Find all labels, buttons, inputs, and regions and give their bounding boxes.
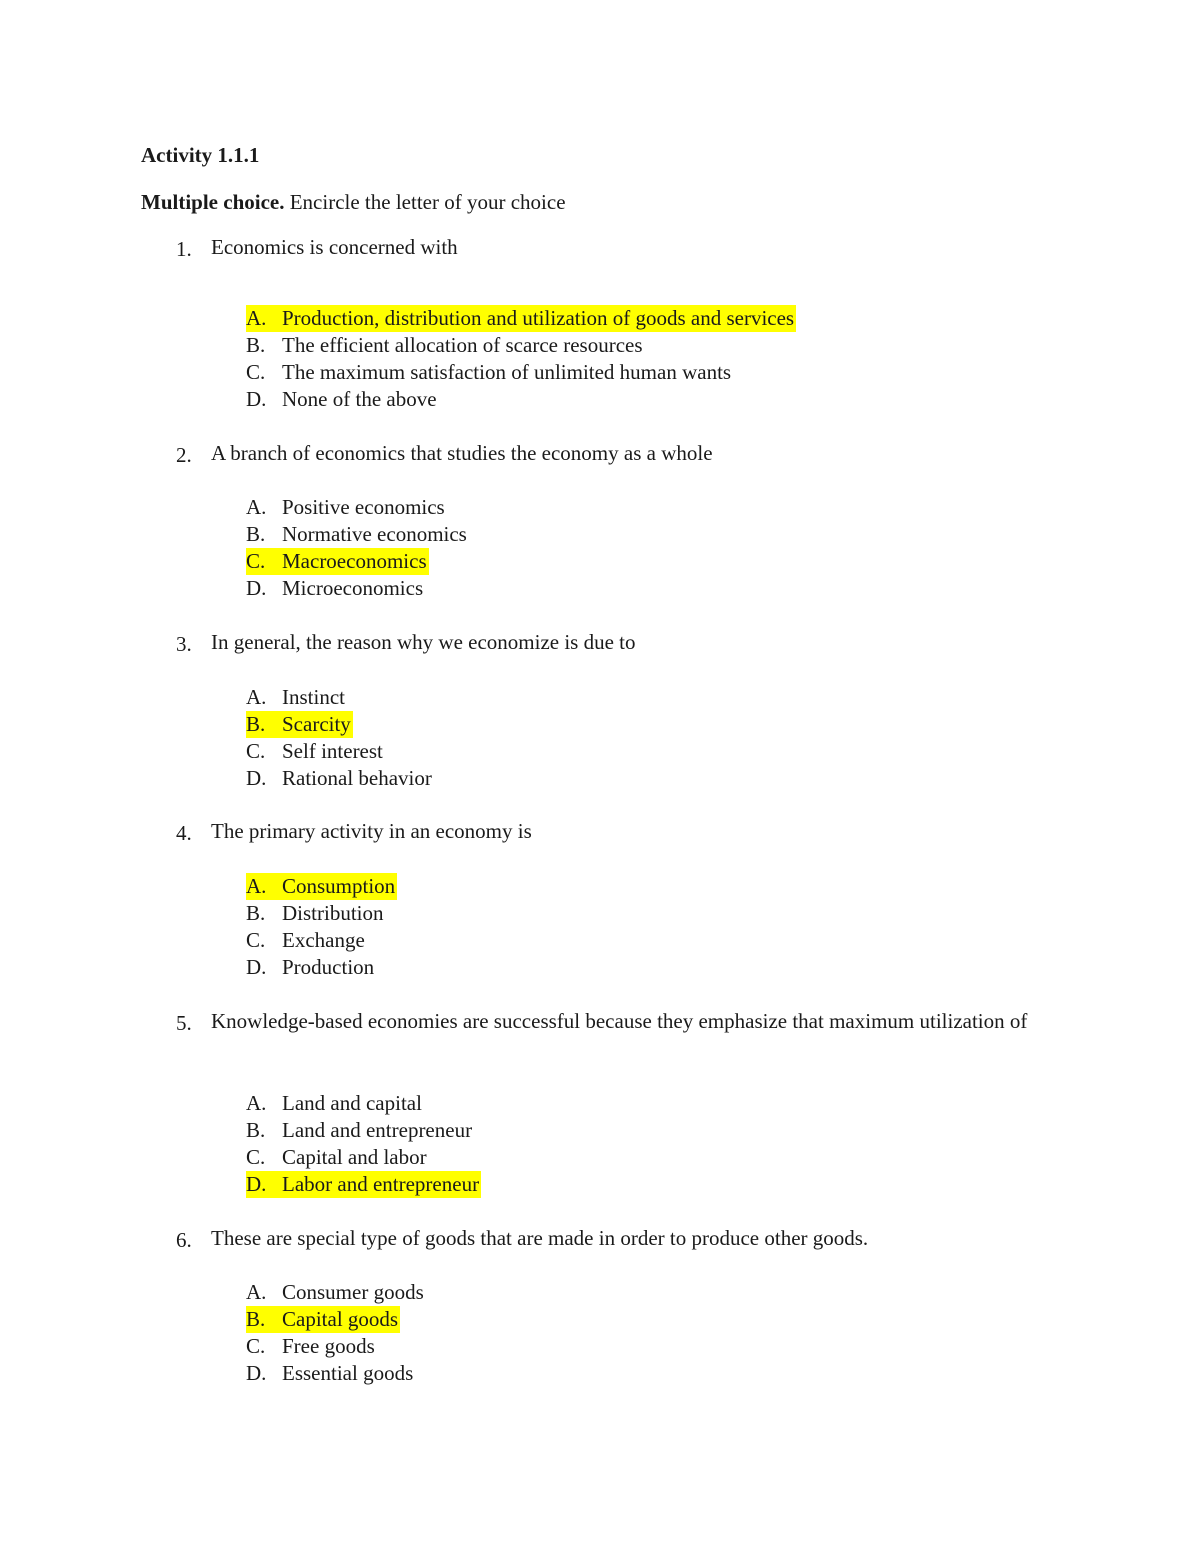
option-letter: A. [246,685,267,709]
option-letter: C. [246,1145,266,1169]
option [246,1090,422,1117]
option-text: Exchange [282,928,365,952]
option [246,900,384,927]
option [246,711,353,738]
option-letter: B. [246,522,266,546]
question-text: Knowledge-based economies are successful because they emphasize that maximum utilization of [211,1009,1028,1033]
option-letter: D. [246,387,267,411]
option-letter: C. [246,1334,266,1358]
instruction-text: Encircle the letter of your choice [284,190,566,214]
option [246,1279,424,1306]
question-text: Economics is concerned with [211,235,458,259]
question-number: 1. [176,237,192,261]
option-text: The maximum satisfaction of unlimited human wants [282,360,732,384]
question-text: These are special type of goods that are made in order to produce other goods. [211,1226,869,1250]
option-text: Free goods [282,1334,375,1358]
question-number: 6. [176,1228,192,1252]
option-letter: B. [246,333,266,357]
option-text: Self interest [282,739,383,763]
option [246,359,731,386]
option-letter: D. [246,1361,267,1385]
option-letter: D. [246,576,267,600]
option-letter: C. [246,928,266,952]
option-letter: A. [246,306,267,330]
option-letter: B. [246,712,266,736]
option-text: Macroeconomics [282,549,427,573]
option-letter: C. [246,360,266,384]
instruction-line [141,190,566,215]
option-text: Distribution [282,901,384,925]
option [246,1117,472,1144]
option-letter: D. [246,766,267,790]
option-letter: A. [246,1091,267,1115]
option [246,332,643,359]
option-letter: A. [246,495,267,519]
option-text: Scarcity [282,712,351,736]
question-text: A branch of economics that studies the economy as a whole [211,441,713,465]
option [246,765,432,792]
option [246,873,397,900]
option-text: Production [282,955,375,979]
option-text: Labor and entrepreneur [282,1172,480,1196]
option-letter: A. [246,1280,267,1304]
option-text: Land and entrepreneur [282,1118,473,1142]
question-text: In general, the reason why we economize is due to [211,630,636,654]
option-letter: B. [246,901,266,925]
option-text: None of the above [282,387,437,411]
option-letter: C. [246,549,266,573]
option-text: Positive economics [282,495,445,519]
option-text: Consumer goods [282,1280,424,1304]
option-text: Capital goods [282,1307,399,1331]
question-text: The primary activity in an economy is [211,819,532,843]
option [246,1144,427,1171]
option-letter: D. [246,1172,267,1196]
option-letter: C. [246,739,266,763]
option-text: Capital and labor [282,1145,427,1169]
option [246,521,467,548]
activity-title: Activity 1.1.1 [141,143,260,167]
option-letter: D. [246,955,267,979]
option [246,575,423,602]
option-text: Rational behavior [282,766,432,790]
option [246,1171,481,1198]
option [246,1333,375,1360]
option [246,305,796,332]
option [246,738,383,765]
question-number: 2. [176,443,192,467]
option [246,954,374,981]
option [246,684,345,711]
option-letter: B. [246,1307,266,1331]
option-text: Land and capital [282,1091,422,1115]
option-text: Normative economics [282,522,467,546]
option-text: Instinct [282,685,345,709]
option-letter: B. [246,1118,266,1142]
option-text: Essential goods [282,1361,414,1385]
option [246,494,445,521]
option [246,1306,400,1333]
option-text: Consumption [282,874,396,898]
option-text: Microeconomics [282,576,424,600]
instruction-bold: Multiple choice. [141,190,285,214]
question-number: 4. [176,821,192,845]
option-letter: A. [246,874,267,898]
option [246,927,365,954]
option [246,1360,413,1387]
option [246,548,429,575]
option [246,386,437,413]
question-number: 5. [176,1011,192,1035]
option-text: The efficient allocation of scarce resources [282,333,643,357]
question-number: 3. [176,632,192,656]
option-text: Production, distribution and utilization of goods and services [282,306,795,330]
